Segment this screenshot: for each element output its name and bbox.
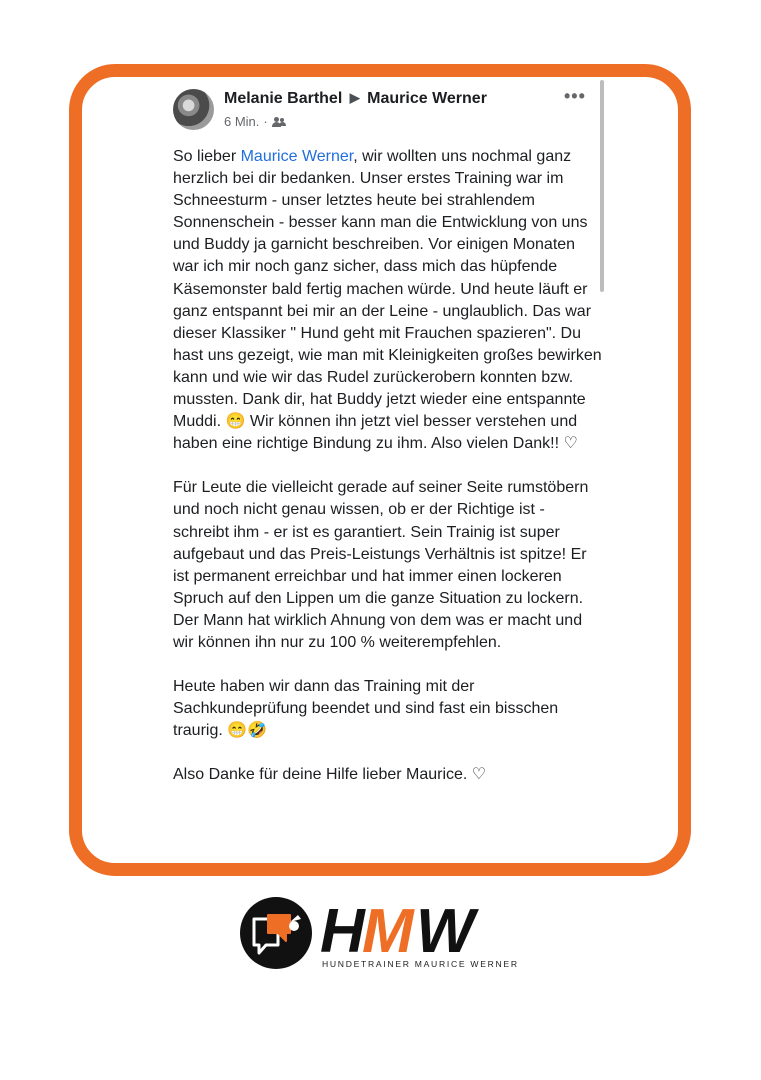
author-name[interactable]: Melanie Barthel <box>224 90 343 107</box>
post-paragraph-4: Also Danke für deine Hilfe lieber Maurice. ♡ <box>173 766 487 784</box>
hmw-logo <box>238 895 530 975</box>
arrow-right-icon: ▶ <box>349 90 360 105</box>
post-paragraph-3: Heute haben wir dann das Training mit der Sachkundeprüfung beendet und sind fast ein bisschen traurig. 😁🤣 <box>173 678 559 740</box>
author-avatar[interactable] <box>173 89 214 130</box>
dog-chat-icon <box>240 897 312 969</box>
paragraph-1-intro: So lieber <box>173 148 241 165</box>
more-options-icon[interactable]: ••• <box>564 86 586 106</box>
facebook-post <box>160 78 606 860</box>
logo-letters-m: M <box>362 897 414 966</box>
logo-letters-w: W <box>416 897 475 966</box>
meta-separator: · <box>263 114 268 129</box>
recipient-name[interactable]: Maurice Werner <box>367 90 487 107</box>
post-time[interactable]: 6 Min. <box>224 114 260 129</box>
mention-link[interactable]: Maurice Werner <box>240 148 354 165</box>
scrollbar[interactable] <box>600 80 604 292</box>
logo-tagline: HUNDETRAINER MAURICE WERNER <box>322 959 519 969</box>
post-header-names <box>224 90 487 108</box>
paragraph-1-text: , wir wollten uns nochmal ganz herzlich bei dir bedanken. Unser erstes Training war im Schneesturm - unser letztes heute bei strahlendem Sonnenschein - besser kann man die Entwicklung von uns und Buddy ja garnicht beschreiben. Vor einigen Monaten war ich mir noch ganz sicher, dass mich das hüpfende Käsemonster bald fertig machen würde. Und heute läuft er ganz entspannt bei mir an der Leine - unglaublich. Das war dieser Klassiker " Hund geht mit Frauchen spazieren". Du hast uns gezeigt, wie man mit Kleinigkeiten großes bewirken kann und wie wir das Rudel zurückerobern konnten bzw. mussten. Dank dir, hat Buddy jetzt wieder eine entspannte Muddi. 😁 Wir können ihn jetzt viel besser verstehen und haben eine richtige Bindung zu ihm. Also vielen Dank!! ♡ <box>173 148 602 453</box>
post-body <box>173 146 603 786</box>
logo-letters-h: H <box>320 897 365 966</box>
post-paragraph-2: Für Leute die vielleicht gerade auf seiner Seite rumstöbern und noch nicht genau wissen, ob er der Richtige ist - schreibt ihm - er ist es garantiert. Sein Trainig ist super aufgebaut und das Preis-Leistungs Verhältnis ist spitze! Er ist permanent erreichbar und hat immer einen lockeren Spruch auf den Lippen um die ganze Situation zu lockern. Der Mann hat wirklich Ahnung von dem was er macht und wir können ihn nur zu 100 % weiterempfehlen. <box>173 479 589 651</box>
post-meta <box>224 114 286 129</box>
post-paragraph-1 <box>173 146 603 455</box>
friends-icon[interactable] <box>272 117 286 127</box>
